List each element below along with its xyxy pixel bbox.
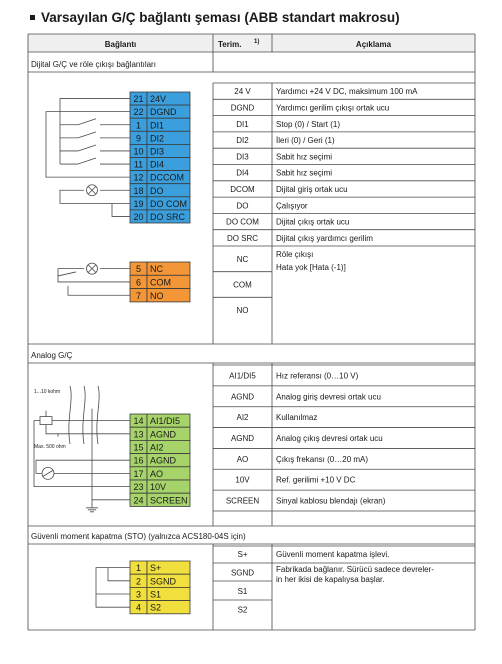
analog-terminal-num-1: 13 xyxy=(133,429,144,440)
analog-term-6: SCREEN xyxy=(225,496,260,506)
sto-term-0: S+ xyxy=(237,550,248,559)
digital-desc-5: Sabit hız seçimi xyxy=(276,168,333,178)
analog-term-0: AI1/DI5 xyxy=(229,371,256,381)
analog-desc-0: Hız referansı (0…10 V) xyxy=(276,371,359,381)
relay-term-1: COM xyxy=(233,280,252,290)
header-description: Açıklama xyxy=(355,40,392,49)
sto-terminal-name-3: S2 xyxy=(150,602,162,613)
do-lamp-cross-icon xyxy=(88,186,96,194)
header-connection: Bağlantı xyxy=(104,40,137,49)
digital-terminal-num-6: 12 xyxy=(133,172,144,183)
analog-meter-label: Max. 500 ohm xyxy=(34,444,66,450)
analog-term-3: AGND xyxy=(230,434,255,443)
table-text xyxy=(31,39,434,615)
analog-term-4: AO xyxy=(236,454,249,464)
digital-desc-9: Dijital çıkış yardımcı gerilim xyxy=(276,233,373,243)
section-analog-label: Analog G/Ç xyxy=(31,351,73,360)
digital-terminal-name-2: DI1 xyxy=(150,120,165,131)
digital-desc-1: Yardımcı gerilim çıkışı ortak ucu xyxy=(276,103,390,113)
digital-terminal-name-0: 24V xyxy=(150,94,167,105)
sto-terminal-num-2: 3 xyxy=(135,589,142,600)
sto-terminal-num-3: 4 xyxy=(135,602,142,613)
potentiometer-icon xyxy=(40,417,52,425)
digital-term-1: DGND xyxy=(230,103,255,113)
rail-24v-wire xyxy=(60,99,130,165)
analog-pot-label: 1...10 kohm xyxy=(34,389,61,395)
analog-terminal-num-0: 14 xyxy=(133,416,144,427)
screen-ground-icon xyxy=(86,500,130,512)
digital-terminal-num-3: 9 xyxy=(135,133,142,144)
table-header-bg xyxy=(28,34,475,52)
digital-terminal-name-5: DI4 xyxy=(150,159,165,170)
sto-term-2: S1 xyxy=(237,587,248,596)
digital-term-4: DI3 xyxy=(236,152,249,162)
sto-terminal-name-2: S1 xyxy=(150,589,162,600)
analog-desc-2: Kullanılmaz xyxy=(276,413,318,423)
digital-terminal-num-0: 21 xyxy=(133,94,144,105)
relay-term-0: NC xyxy=(236,254,249,264)
analog-terminal-name-1: AGND xyxy=(150,429,177,440)
section-sto-label: Güvenli moment kapatma (STO) (yalnızca ACS180-04S için) xyxy=(31,532,246,541)
relay-lamp-cross-icon xyxy=(88,265,96,273)
analog-desc-4: Çıkış frekansı (0…20 mA) xyxy=(276,454,369,464)
switch-blade-2 xyxy=(78,119,96,125)
relay-terminal-name-0: NC xyxy=(150,264,163,275)
switch-blade-5 xyxy=(78,158,96,164)
analog-term-5: 10V xyxy=(235,475,250,485)
digital-term-8: DO COM xyxy=(226,217,259,227)
analog-cable-curve-1 xyxy=(83,386,85,444)
analog-desc-6: Sinyal kablosu blendajı (ekran) xyxy=(276,496,386,506)
sto-terminal-num-1: 2 xyxy=(135,576,142,587)
digital-terminal-name-9: DO SRC xyxy=(150,211,186,222)
analog-cable-curve-0 xyxy=(69,386,71,444)
digital-terminal-num-1: 22 xyxy=(133,107,144,118)
digital-term-9: DO SRC xyxy=(226,233,259,243)
digital-terminal-num-9: 20 xyxy=(133,211,144,222)
digital-terminal-num-4: 10 xyxy=(133,146,144,157)
pot-wiper-wire xyxy=(46,425,130,434)
digital-desc-8: Dijital çıkış ortak ucu xyxy=(276,217,350,227)
analog-terminal-num-4: 17 xyxy=(133,468,144,479)
digital-term-7: DO xyxy=(236,201,249,211)
relay-terminal-num-2: 7 xyxy=(135,290,142,301)
digital-terminal-name-4: DI3 xyxy=(150,146,165,157)
sto-term-3: S2 xyxy=(237,605,248,615)
digital-terminal-name-8: DO COM xyxy=(150,198,187,209)
analog-meter-needle-icon xyxy=(43,470,53,476)
digital-terminal-num-8: 19 xyxy=(133,198,144,209)
header-terminal: Terim. xyxy=(218,40,242,49)
analog-cable-curve-2 xyxy=(97,386,99,444)
relay-terminal-num-1: 6 xyxy=(135,277,142,288)
digital-terminal-name-6: DCCOM xyxy=(150,172,184,183)
digital-desc-6: Dijital giriş ortak ucu xyxy=(276,184,348,194)
do-lamp-wire xyxy=(60,190,130,203)
analog-terminal-name-6: SCREEN xyxy=(150,495,188,506)
relay-term-2: NO xyxy=(236,306,249,316)
analog-terminal-num-3: 16 xyxy=(133,455,144,466)
analog-terminal-name-0: AI1/DI5 xyxy=(150,416,181,427)
relay-desc-0: Röle çıkışı xyxy=(276,250,314,259)
sto-terminal-name-1: SGND xyxy=(150,576,177,587)
analog-terminal-name-4: AO xyxy=(150,468,164,479)
meter-wire xyxy=(36,460,130,473)
digital-desc-7: Çalışıyor xyxy=(276,201,308,211)
digital-terminal-num-2: 1 xyxy=(135,120,142,131)
digital-terminal-name-1: DGND xyxy=(150,107,177,118)
title-text: Varsayılan G/Ç bağlantı şeması (ABB standart makrosu) xyxy=(41,10,400,25)
analog-term-2: AI2 xyxy=(236,413,249,423)
analog-desc-1: Analog giriş devresi ortak ucu xyxy=(276,392,381,402)
digital-term-0: 24 V xyxy=(234,87,251,97)
analog-terminal-num-6: 24 xyxy=(133,495,144,506)
digital-term-6: DCOM xyxy=(230,184,255,194)
switch-blade-4 xyxy=(78,145,96,151)
do-src-jumper-wire xyxy=(112,203,130,216)
analog-terminal-num-5: 23 xyxy=(133,482,144,493)
analog-desc-5: Ref. gerilimi +10 V DC xyxy=(276,475,356,485)
analog-term-1: AGND xyxy=(230,392,255,402)
relay-terminal-name-1: COM xyxy=(150,277,171,288)
digital-term-3: DI2 xyxy=(236,136,249,146)
relay-desc-1: Hata yok [Hata (-1)] xyxy=(276,263,346,272)
sto-desc-2: in her ikisi de kapalıysa başlar. xyxy=(276,575,385,584)
digital-terminal-name-3: DI2 xyxy=(150,133,165,144)
sto-terminal-name-0: S+ xyxy=(150,563,162,574)
header-terminal-superscript: 1) xyxy=(254,39,260,45)
digital-terminal-num-7: 18 xyxy=(133,185,144,196)
digital-term-2: DI1 xyxy=(236,119,249,129)
relay-terminal-name-2: NO xyxy=(150,290,164,301)
analog-desc-3: Analog çıkış devresi ortak ucu xyxy=(276,434,383,443)
sto-desc-1: Fabrikada bağlanır. Sürücü sadece devreler- xyxy=(276,565,434,574)
relay-switch-blade xyxy=(58,272,76,276)
sto-jumper-wire xyxy=(96,568,130,608)
relay-terminal-num-0: 5 xyxy=(135,264,142,275)
digital-desc-0: Yardımcı +24 V DC, maksimum 100 mA xyxy=(276,87,418,97)
analog-terminal-name-2: AI2 xyxy=(150,442,164,453)
sto-desc-0: Güvenli moment kapatma işlevi. xyxy=(276,550,390,559)
switch-blade-3 xyxy=(78,132,96,138)
digital-terminal-num-5: 11 xyxy=(133,159,144,170)
section-digital-label: Dijital G/Ç ve röle çıkışı bağlantıları xyxy=(31,60,156,69)
analog-terminal-name-5: 10V xyxy=(150,482,167,493)
sto-sgnd-wire xyxy=(108,568,130,581)
digital-desc-4: Sabit hız seçimi xyxy=(276,152,333,162)
digital-desc-3: İleri (0) / Geri (1) xyxy=(276,136,335,146)
digital-desc-2: Stop (0) / Start (1) xyxy=(276,119,341,129)
analog-terminal-name-3: AGND xyxy=(150,455,177,466)
relay-wire xyxy=(58,269,130,296)
sto-terminal-num-0: 1 xyxy=(135,563,142,574)
analog-terminal-num-2: 15 xyxy=(133,442,144,453)
digital-terminal-name-7: DO xyxy=(150,185,164,196)
sto-term-1: SGND xyxy=(230,568,255,578)
digital-term-5: DI4 xyxy=(236,168,249,178)
